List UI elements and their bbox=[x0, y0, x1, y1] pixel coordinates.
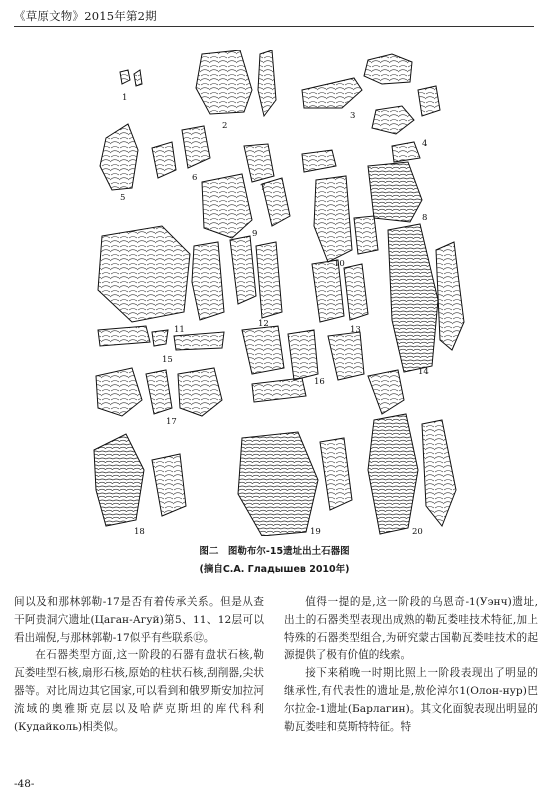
label-12: 12 bbox=[258, 319, 269, 329]
artifact-17d bbox=[252, 378, 306, 402]
label-2: 2 bbox=[222, 121, 228, 131]
artifact-4c bbox=[392, 142, 420, 162]
label-19: 19 bbox=[310, 527, 321, 536]
label-20: 20 bbox=[412, 527, 423, 536]
artifact-14b bbox=[436, 242, 464, 350]
label-3: 3 bbox=[350, 111, 356, 121]
left-paragraph-2: 在石器类型方面,这一阶段的石器有盘状石核,勒瓦娄哇型石核,扇形石核,原始的柱状石核,刮削器,尖状器等。对比周边其它国家,可以看到和俄罗斯安加拉河流域的奥雅斯克层以及哈萨克斯坦的库代科利(Кудайколь)相类似。 bbox=[14, 649, 264, 733]
left-column bbox=[14, 594, 264, 736]
artifact-1 bbox=[120, 70, 130, 84]
label-17: 17 bbox=[166, 417, 177, 427]
label-7: 7 bbox=[260, 183, 266, 193]
figure-source: (摘自С.А. Гладышев 2010年) bbox=[199, 564, 350, 575]
running-header bbox=[14, 6, 534, 28]
artifact-3 bbox=[302, 78, 362, 108]
artifact-13 bbox=[312, 260, 344, 322]
artifact-20b bbox=[422, 420, 456, 526]
artifact-7 bbox=[244, 144, 274, 182]
artifact-10 bbox=[314, 176, 352, 262]
artifact-18b bbox=[152, 454, 186, 516]
artifact-2 bbox=[196, 50, 252, 114]
label-5: 5 bbox=[120, 193, 126, 203]
stone-tools-figure bbox=[92, 50, 472, 536]
artifact-3b bbox=[364, 54, 412, 84]
artifact-13b bbox=[344, 264, 368, 320]
artifact-5 bbox=[100, 124, 138, 190]
artifact-17 bbox=[96, 368, 142, 416]
header-rule bbox=[14, 26, 534, 27]
right-paragraph-1: 值得一提的是,这一阶段的乌恩奇-1(Уэнч)遗址,出土的石器类型表现出成熟的勒瓦娄哇技术特征,加上特殊的石器类型组合,为研究蒙古国勒瓦娄哇技术的起源提供了极有价值的线索。 bbox=[284, 596, 538, 662]
artifact-9b bbox=[262, 178, 290, 226]
page-number: -48- bbox=[14, 778, 35, 790]
figure-caption: 图二 图勒布尔-15遗址出土石器图 bbox=[199, 546, 350, 557]
artifact-11c bbox=[230, 236, 256, 304]
artifact-19 bbox=[238, 432, 318, 536]
journal-title: 《草原文物》2015年第2期 bbox=[14, 9, 157, 23]
label-9: 9 bbox=[252, 229, 258, 239]
artifact-14 bbox=[388, 224, 438, 372]
artifact-19b bbox=[320, 438, 352, 510]
artifact-17e bbox=[368, 370, 404, 414]
artifact-18 bbox=[94, 434, 144, 526]
artifact-16c bbox=[328, 332, 364, 380]
label-16: 16 bbox=[314, 377, 325, 387]
label-6: 6 bbox=[192, 173, 198, 183]
label-11: 11 bbox=[174, 325, 185, 335]
label-4: 4 bbox=[422, 139, 428, 149]
artifact-16b bbox=[288, 330, 318, 380]
artifact-11b bbox=[192, 242, 224, 320]
artifact-2b bbox=[258, 50, 276, 116]
label-14: 14 bbox=[418, 367, 429, 377]
stone-tools-drawing bbox=[92, 50, 472, 536]
artifact-16 bbox=[242, 326, 284, 374]
artifact-9 bbox=[202, 174, 252, 238]
label-1: 1 bbox=[122, 93, 128, 103]
artifact-4 bbox=[372, 106, 414, 134]
artifact-8 bbox=[368, 162, 422, 222]
artifact-17c bbox=[178, 368, 222, 416]
artifact-15 bbox=[98, 326, 150, 346]
artifact-10b bbox=[354, 216, 378, 254]
artifact-6b bbox=[182, 126, 210, 168]
artifact-7b bbox=[302, 150, 336, 172]
label-18: 18 bbox=[134, 527, 145, 536]
right-paragraph-2: 接下来稍晚一时期比照上一阶段表现出了明显的继承性,有代表性的遗址是,敖伦淖尔1(Олон-нур)巴尔拉金-1遗址(Барлагин)。其文化面貌表现出明显的勒瓦娄哇和莫斯特特征。特 bbox=[284, 667, 538, 733]
label-13: 13 bbox=[350, 325, 361, 335]
left-paragraph-1: 间以及和那林郭勒-17是否有着传承关系。但是从查干阿贵洞穴遗址(Цаган-Агуй)第5、11、12层可以看出端倪,与那林郭勒-17似乎有些联系⑫。 bbox=[14, 596, 264, 644]
artifact-20 bbox=[368, 414, 418, 534]
right-column bbox=[284, 594, 538, 736]
artifact-12 bbox=[256, 242, 282, 318]
label-10: 10 bbox=[334, 259, 345, 269]
artifact-15b bbox=[152, 330, 168, 346]
artifact-6 bbox=[152, 142, 176, 178]
artifact-1b bbox=[134, 70, 142, 86]
artifact-4b bbox=[418, 86, 440, 116]
artifact-17b bbox=[146, 370, 172, 414]
label-15: 15 bbox=[162, 355, 173, 365]
label-8: 8 bbox=[422, 213, 428, 223]
artifact-11 bbox=[98, 226, 190, 322]
